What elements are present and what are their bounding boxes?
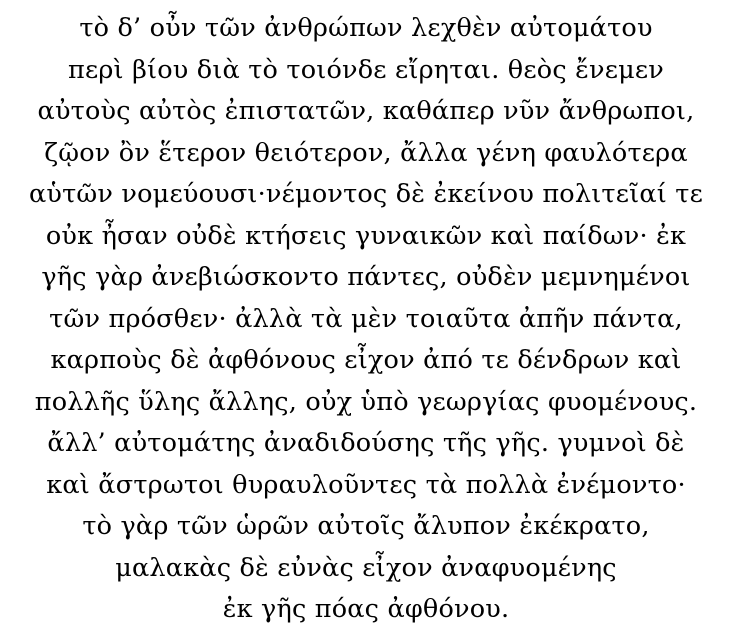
passage-line: ἄλλ’ αὐτομάτης ἀναδιδούσης τῆς γῆς. γυμνοὶ δὲ bbox=[47, 428, 685, 458]
passage-line: τὸ γὰρ τῶν ὡρῶν αὐτοῖς ἄλυπον ἐκέκρατο, bbox=[82, 511, 650, 541]
passage-line: τῶν πρόσθεν· ἀλλὰ τὰ μὲν τοιαῦτα ἀπῆν πάντα, bbox=[49, 303, 683, 334]
passage-line: μαλακὰς δὲ εὐνὰς εἶχον ἀναφυομένης bbox=[115, 552, 617, 583]
passage-line: τὸ δ’ οὖν τῶν ἀνθρώπων λεχθὲν αὐτομάτου bbox=[79, 13, 653, 43]
passage-line: ζῷον ὂν ἕτερον θειότερον, ἄλλα γένη φαυλότερα bbox=[44, 137, 688, 168]
passage-line: ἐκ γῆς πόας ἀφθόνου. bbox=[222, 594, 510, 624]
passage-line: αὐτοὺς αὐτὸς ἐπιστατῶν, καθάπερ νῦν ἄνθρωποι, bbox=[37, 96, 695, 126]
passage-line: γῆς γὰρ ἀνεβιώσκοντο πάντες, οὐδὲν μεμνημένοι bbox=[41, 262, 691, 292]
passage-line: αὑτῶν νομεύουσι·νέμοντος δὲ ἐκείνου πολιτεῖαί τε bbox=[29, 179, 703, 209]
passage-line: καὶ ἄστρωτοι θυραυλοῦντες τὰ πολλὰ ἐνέμοντο· bbox=[46, 469, 686, 500]
passage-line: περὶ βίου διὰ τὸ τοιόνδε εἴρηται. θεὸς ἔνεμεν bbox=[68, 54, 664, 85]
passage-line: οὐκ ἦσαν οὐδὲ κτήσεις γυναικῶν καὶ παίδων· ἐκ bbox=[45, 220, 687, 251]
passage-line: πολλῆς ὕλης ἄλλης, οὐχ ὑπὸ γεωργίας φυομένους. bbox=[34, 386, 698, 417]
passage-line: καρποὺς δὲ ἀφθόνους εἶχον ἀπό τε δένδρων καὶ bbox=[50, 345, 682, 375]
